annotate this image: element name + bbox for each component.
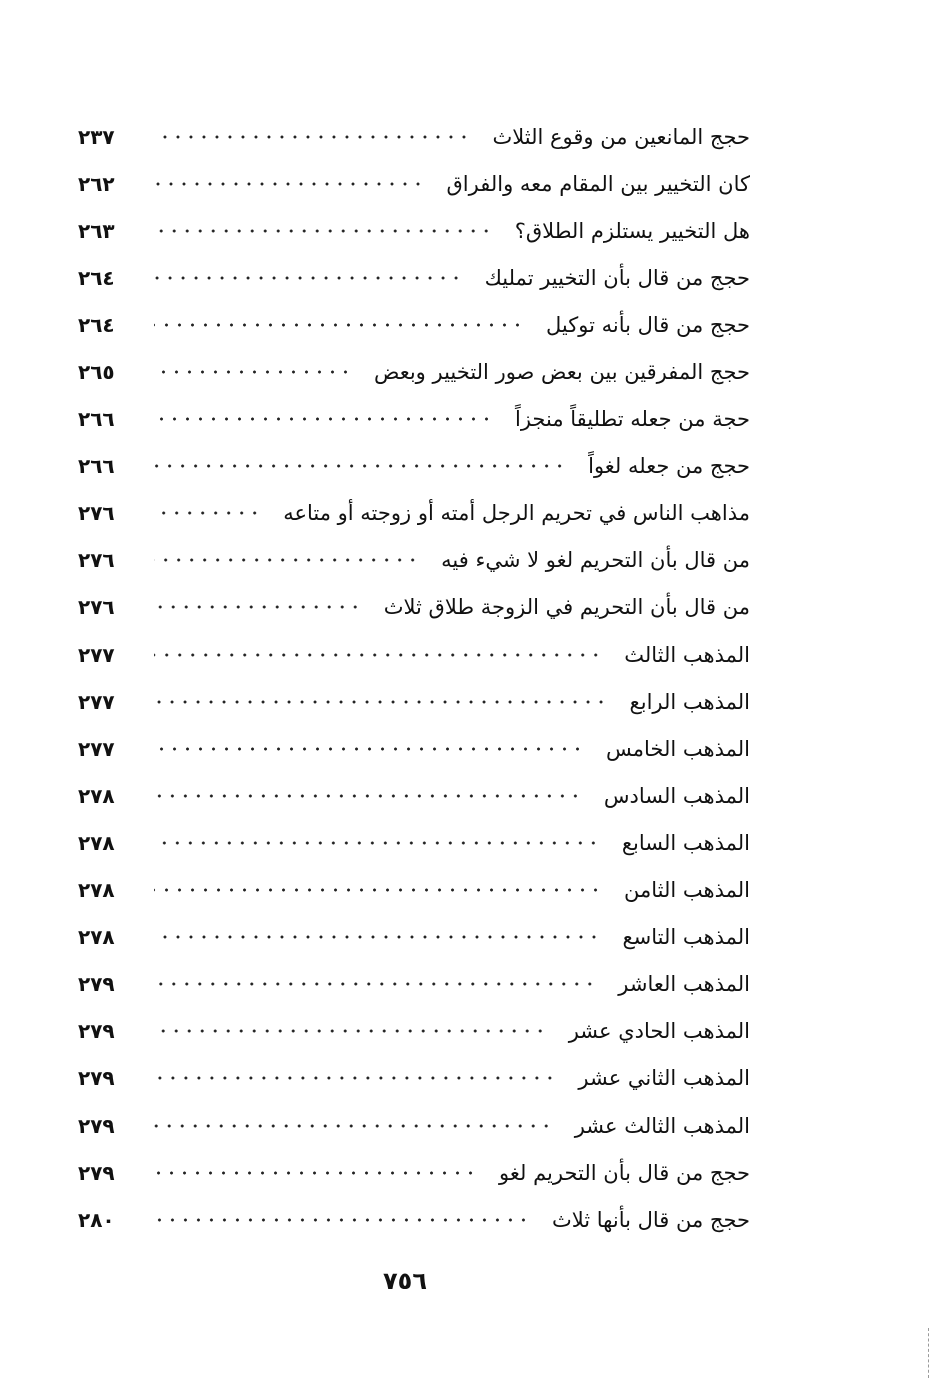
toc-entry: [78, 1055, 750, 1102]
toc-entry-title: المذهب الثامن: [624, 878, 750, 903]
toc-entry: [78, 772, 750, 819]
toc-entry-page-number: ٢٦٦: [78, 407, 115, 432]
dot-leader: [154, 649, 602, 661]
dot-leader: [154, 272, 463, 284]
dot-leader: [154, 131, 470, 143]
toc-entry: [78, 1149, 750, 1196]
dot-leader: [154, 696, 608, 708]
dot-leader: [154, 554, 419, 566]
toc-entry-title: المذهب العاشر: [618, 972, 750, 997]
toc-entry-page-number: ٢٧٦: [78, 501, 115, 526]
dot-leader: [154, 319, 524, 331]
toc-entry-page-number: ٢٦٦: [78, 454, 115, 479]
dot-leader: [154, 884, 602, 896]
dot-leader: [154, 225, 493, 237]
toc-entry: [78, 914, 750, 961]
dot-leader: [154, 1025, 547, 1037]
table-of-contents: [78, 113, 750, 1243]
dot-leader: [154, 931, 600, 943]
toc-entry: [78, 584, 750, 631]
toc-entry-title: حجج المفرقين بين بعض صور التخيير وبعض: [373, 360, 750, 385]
toc-entry-page-number: ٢٧٩: [78, 1019, 115, 1044]
toc-entry-title: المذهب السادس: [603, 783, 750, 808]
toc-entry-title: المذهب الرابع: [629, 689, 750, 714]
toc-entry: [78, 396, 750, 443]
toc-entry-page-number: ٢٧٩: [78, 1113, 115, 1138]
toc-entry-title: كان التخيير بين المقام معه والفراق: [446, 171, 750, 196]
toc-entry: [78, 819, 750, 866]
toc-entry: [78, 1008, 750, 1055]
toc-entry: [78, 1102, 750, 1149]
toc-entry: [78, 160, 750, 207]
dot-leader: [154, 1214, 530, 1226]
toc-entry-page-number: ٢٨٠: [78, 1207, 115, 1232]
toc-entry: [78, 961, 750, 1008]
toc-entry: [78, 443, 750, 490]
toc-entry-page-number: ٢٧٩: [78, 972, 115, 997]
dot-leader: [154, 1120, 553, 1132]
toc-entry-page-number: ٢٧٩: [78, 1160, 115, 1185]
toc-entry: [78, 678, 750, 725]
dot-leader: [154, 1167, 477, 1179]
toc-entry: [78, 490, 750, 537]
toc-entry: [78, 207, 750, 254]
dot-leader: [154, 790, 582, 802]
toc-entry-page-number: ٢٧٩: [78, 1066, 115, 1091]
toc-entry-page-number: ٢٦٣: [78, 218, 115, 243]
dot-leader: [154, 366, 352, 378]
toc-entry-title: حجج من قال بأن التخيير تمليك: [484, 265, 750, 290]
toc-entry-title: المذهب الحادي عشر: [568, 1019, 750, 1044]
toc-entry-title: من قال بأن التحريم لغو لا شيء فيه: [441, 548, 750, 573]
toc-entry-page-number: ٢٧٦: [78, 548, 115, 573]
toc-entry-page-number: ٢٦٤: [78, 265, 115, 290]
toc-entry-title: حجج من قال بأنه توكيل: [545, 312, 750, 337]
toc-entry-page-number: ٢٧٧: [78, 642, 115, 667]
toc-entry: [78, 254, 750, 301]
toc-entry-page-number: ٢٧٨: [78, 925, 115, 950]
toc-entry-page-number: ٢٧٨: [78, 783, 115, 808]
toc-entry-title: المذهب الثالث: [624, 642, 750, 667]
toc-entry-page-number: ٢٧٨: [78, 830, 115, 855]
dot-leader: [154, 507, 261, 519]
dot-leader: [154, 178, 425, 190]
toc-entry: [78, 867, 750, 914]
toc-entry: [78, 348, 750, 395]
toc-entry-page-number: ٢٧٧: [78, 689, 115, 714]
toc-entry-title: المذهب الثاني عشر: [578, 1066, 750, 1091]
dot-leader: [154, 601, 362, 613]
toc-entry-page-number: ٢٧٧: [78, 736, 115, 761]
toc-entry-title: المذهب الثالث عشر: [574, 1113, 750, 1138]
toc-entry-title: حجج من جعله لغواً: [588, 454, 750, 479]
toc-entry-title: المذهب الخامس: [606, 736, 750, 761]
toc-entry-page-number: ٢٧٨: [78, 878, 115, 903]
toc-entry-page-number: ٢٦٥: [78, 360, 115, 385]
toc-entry: [78, 631, 750, 678]
toc-entry-page-number: ٢٣٧: [78, 124, 115, 149]
toc-entry-page-number: ٢٦٢: [78, 171, 115, 196]
dot-leader: [154, 1072, 556, 1084]
scan-edge-mark: [906, 1328, 929, 1378]
toc-entry: [78, 537, 750, 584]
toc-entry-title: حجج المانعين من وقوع الثلاث: [492, 124, 750, 149]
toc-entry-title: المذهب التاسع: [622, 925, 750, 950]
toc-entry-title: المذهب السابع: [621, 830, 750, 855]
toc-entry-page-number: ٢٧٦: [78, 595, 115, 620]
toc-entry-title: من قال بأن التحريم في الزوجة طلاق ثلاث: [383, 595, 750, 620]
toc-entry-page-number: ٢٦٤: [78, 312, 115, 337]
page-number: ٧٥٦: [383, 1267, 427, 1295]
toc-entry-title: مذاهب الناس في تحريم الرجل أمته أو زوجته أو متاعه: [283, 501, 750, 526]
dot-leader: [154, 460, 566, 472]
toc-entry-title: هل التخيير يستلزم الطلاق؟: [514, 218, 750, 243]
dot-leader: [154, 413, 493, 425]
dot-leader: [154, 978, 596, 990]
toc-entry: [78, 1196, 750, 1243]
toc-entry-title: حجج من قال بأنها ثلاث: [551, 1207, 750, 1232]
dot-leader: [154, 837, 600, 849]
toc-entry: [78, 725, 750, 772]
toc-entry-title: حجة من جعله تطليقاً منجزاً: [515, 407, 750, 432]
toc-entry: [78, 301, 750, 348]
toc-entry-title: حجج من قال بأن التحريم لغو: [499, 1160, 750, 1185]
toc-entry: [78, 113, 750, 160]
dot-leader: [154, 743, 584, 755]
